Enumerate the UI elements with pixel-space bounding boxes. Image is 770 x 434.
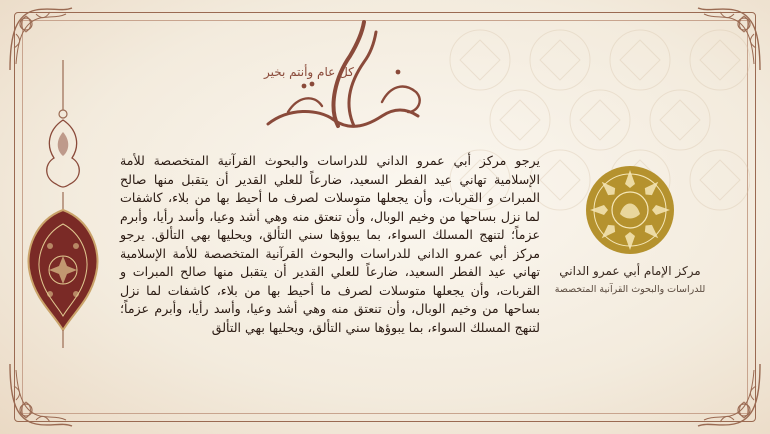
eid-calligraphy-art bbox=[168, 16, 468, 136]
corner-ornament-icon bbox=[694, 360, 764, 430]
corner-ornament-icon bbox=[6, 360, 76, 430]
hanging-lantern-icon bbox=[22, 60, 104, 350]
greeting-body-text: يرجو مركز أبي عمرو الداني للدراسات والبحوث القرآنية المتخصصة للأمة الإسلامية تهاني عيد الفطر السعيد، ضارعاً للعلي القدير أن يتقبل منها صالح المبرات و القربات، وأن يجعلها متوسلات لصرف ما أحيط بها من بلاء، كاشفات لما نزل بساحها من وخيم الوبال، وأن تنعتق منه وهي أشد وعيا، وأسد رأيا، وأبرم عزماً؛ لتنهج المسلك السواء، بما يبوؤها سني التألق، ويحليها بهي التألق. يرجو مركز أبي عمرو الداني للدراسات والبحوث القرآنية المتخصصة للأمة الإسلامية تهاني عيد الفطر السعيد، ضارعاً للعلي القدير أن يتقبل منها صالح المبرات و القربات، وأن يجعلها متوسلات لصرف ما أحيط بها من بلاء، كاشفات لما نزل بساحها من وخيم الوبال، وأن تنعتق منه وهي أشد وعيا، وأسد رأيا، وأبرم عزماً؛ لتنهج المسلك السواء، بما يبوؤها سني التألق، ويحليها بهي التألق bbox=[120, 153, 540, 335]
organization-logo-icon bbox=[580, 160, 680, 260]
organization-subtitle: للدراسات والبحوث القرآنية المتخصصة bbox=[554, 284, 706, 295]
svg-text:كل عام وأنتم بخير: كل عام وأنتم بخير bbox=[264, 65, 354, 79]
organization-name: مركز الإمام أبي عمرو الداني bbox=[559, 264, 701, 278]
organization-block bbox=[548, 160, 748, 310]
